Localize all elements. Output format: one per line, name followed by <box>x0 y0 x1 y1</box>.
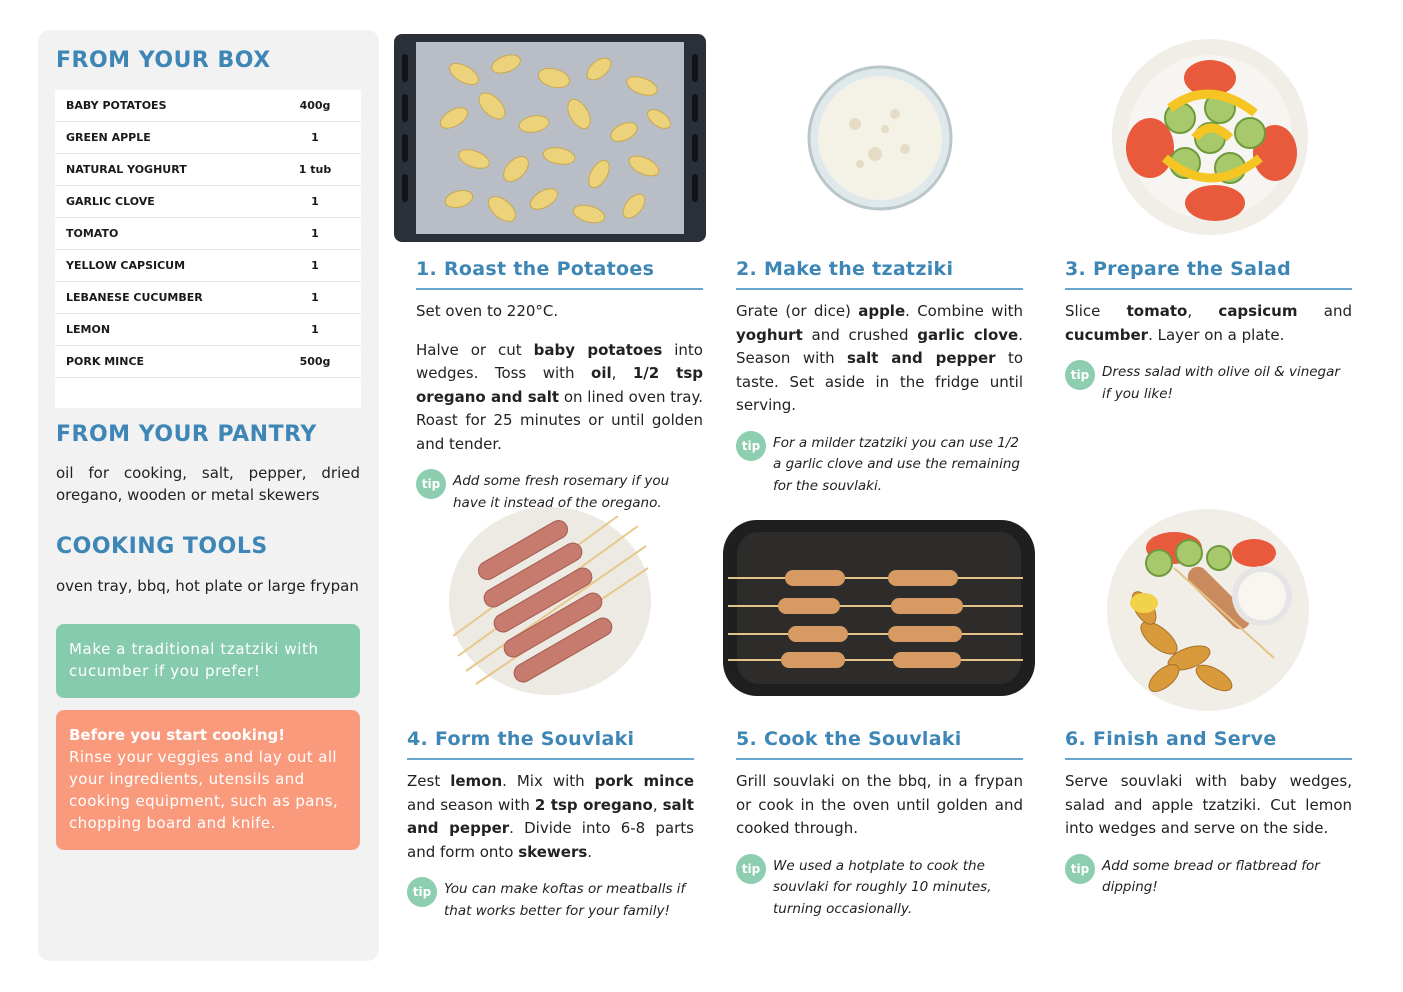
instruction-text: Grate (or dice) <box>736 302 859 320</box>
ingredient-name: BABY POTATOES <box>66 99 167 112</box>
ingredient-quantity: 1 <box>311 195 319 208</box>
instruction-text: Zest <box>407 772 451 790</box>
step-1-roast-potatoes <box>416 258 703 514</box>
step-paragraph <box>416 339 703 457</box>
ingredient-highlight: capsicum <box>1218 302 1298 320</box>
ingredient-row <box>55 154 361 186</box>
from-your-box-heading: FROM YOUR BOX <box>56 48 271 73</box>
tip <box>736 856 1023 921</box>
ingredient-name: LEBANESE CUCUMBER <box>66 291 203 304</box>
step-instructions <box>407 770 694 864</box>
instruction-text: and <box>1297 302 1352 320</box>
ingredient-row <box>55 314 361 346</box>
tip-text: Add some fresh rosemary if you have it instead of the oregano. <box>453 473 670 511</box>
step-instructions <box>736 300 1023 418</box>
step-paragraph <box>1065 770 1352 841</box>
ingredient-name: NATURAL YOGHURT <box>66 163 187 176</box>
instruction-text: to taste. Set aside in the fridge until serving. <box>736 349 1023 414</box>
from-your-pantry-heading: FROM YOUR PANTRY <box>56 422 317 447</box>
instruction-text: . Season with <box>736 325 1023 367</box>
instruction-text: Grill souvlaki on the bbq, in a frypan or cook in the oven until golden and cooked through. <box>736 772 1023 837</box>
instruction-text: and season with <box>407 795 535 814</box>
roast-potatoes-photo <box>394 34 706 242</box>
ingredient-quantity: 1 <box>311 323 319 336</box>
step-paragraph <box>1065 300 1352 347</box>
hotplate-photo <box>723 520 1035 696</box>
step-instructions <box>736 770 1023 841</box>
instruction-text: . Mix with <box>502 772 595 790</box>
instruction-text: Serve souvlaki with baby wedges, salad and apple tzatziki. Cut lemon into wedges and serve on the side. <box>1065 772 1352 837</box>
ingredient-highlight: yoghurt <box>736 325 803 344</box>
instruction-text: , <box>1187 302 1219 320</box>
ingredient-name: LEMON <box>66 323 111 336</box>
tip-badge-icon: tip <box>1065 854 1095 884</box>
ingredient-highlight: baby potatoes <box>533 340 663 359</box>
ingredient-name: GARLIC CLOVE <box>66 195 155 208</box>
ingredient-row <box>55 218 361 250</box>
tip-badge-icon: tip <box>407 877 437 907</box>
ingredient-name: TOMATO <box>66 227 119 240</box>
step-3-prepare-salad <box>1065 258 1352 405</box>
ingredient-row <box>55 122 361 154</box>
step-instructions <box>416 300 703 456</box>
tip <box>407 879 694 922</box>
ingredient-quantity: 1 <box>311 291 319 304</box>
instruction-text: and crushed <box>802 325 918 344</box>
cooking-tools-heading: COOKING TOOLS <box>56 534 268 559</box>
step-title: 2. Make the tzatziki <box>736 258 1023 290</box>
ingredients-table <box>55 90 361 408</box>
instruction-text: Slice <box>1065 302 1127 320</box>
tip-badge-icon: tip <box>736 854 766 884</box>
tip-text: Dress salad with olive oil & vinegar if you like! <box>1102 364 1340 402</box>
ingredient-row <box>55 282 361 314</box>
ingredient-highlight: skewers <box>518 842 588 861</box>
ingredient-quantity: 500g <box>299 355 331 368</box>
tip-text: For a milder tzatziki you can use 1/2 a garlic clove and use the remaining for the souvlaki. <box>773 434 1020 494</box>
tzatziki-note: Make a traditional tzatziki with cucumber if you prefer! <box>56 624 360 698</box>
pantry-text: oil for cooking, salt, pepper, dried oregano, wooden or metal skewers <box>56 464 360 504</box>
before-cooking-note <box>56 710 360 850</box>
tip <box>736 433 1023 498</box>
ingredient-highlight: salt and pepper <box>847 349 996 367</box>
ingredient-highlight: salt and pepper <box>407 795 694 837</box>
ingredient-highlight: apple <box>858 302 906 320</box>
instruction-text: Halve or cut <box>416 340 534 359</box>
ingredient-quantity: 1 <box>311 131 319 144</box>
step-5-cook-souvlaki <box>736 728 1023 920</box>
ingredient-row <box>55 250 361 282</box>
ingredient-quantity: 1 tub <box>298 163 332 176</box>
before-cooking-note-text: Rinse your veggies and lay out all your ingredients, utensils and cooking equipment, such as pans, chopping board and knife. <box>69 748 339 832</box>
tip-badge-icon: tip <box>736 431 766 461</box>
ingredient-name: PORK MINCE <box>66 355 145 368</box>
ingredient-highlight: garlic clove <box>917 325 1019 344</box>
tip-text: We used a hotplate to cook the souvlaki for roughly 10 minutes, turning occasionally. <box>773 857 992 917</box>
ingredient-row-empty <box>55 378 361 408</box>
tzatziki-bowl-photo <box>805 64 955 212</box>
instruction-text: . <box>587 842 593 861</box>
ingredient-row <box>55 346 361 378</box>
ingredient-quantity: 1 <box>311 259 319 272</box>
sidebar <box>38 30 379 961</box>
ingredient-highlight: pork mince <box>594 772 695 790</box>
tip-badge-icon: tip <box>1065 360 1095 390</box>
ingredient-quantity: 1 <box>311 227 319 240</box>
instruction-text: . Combine with <box>905 302 1023 320</box>
instruction-text: into wedges. Toss with <box>416 340 703 382</box>
ingredient-row <box>55 186 361 218</box>
tip-text: You can make koftas or meatballs if that works better for your family! <box>444 881 686 919</box>
ingredient-row <box>55 90 361 122</box>
tip <box>1065 856 1352 899</box>
salad-plate-photo <box>1110 38 1310 236</box>
tip-badge-icon: tip <box>416 469 446 499</box>
step-paragraph <box>736 770 1023 841</box>
step-title: 6. Finish and Serve <box>1065 728 1352 760</box>
ingredient-name: GREEN APPLE <box>66 131 151 144</box>
step-2-make-tzatziki <box>736 258 1023 497</box>
step-title: 4. Form the Souvlaki <box>407 728 694 760</box>
ingredient-highlight: lemon <box>450 772 503 790</box>
step-4-form-souvlaki <box>407 728 694 922</box>
ingredient-highlight: oil <box>591 364 612 382</box>
instruction-text: Set oven to 220°C. <box>416 302 559 320</box>
ingredient-highlight: cucumber <box>1065 325 1149 344</box>
cooking-tools-text: oven tray, bbq, hot plate or large frypan <box>56 577 359 595</box>
step-title: 3. Prepare the Salad <box>1065 258 1352 290</box>
raw-souvlaki-photo <box>448 506 652 696</box>
step-paragraph <box>416 300 703 324</box>
ingredient-quantity: 400g <box>299 99 331 112</box>
finished-plate-photo <box>1104 508 1312 712</box>
ingredient-name: YELLOW CAPSICUM <box>66 259 186 272</box>
ingredient-highlight: 2 tsp oregano <box>534 795 653 814</box>
step-title: 5. Cook the Souvlaki <box>736 728 1023 760</box>
step-title: 1. Roast the Potatoes <box>416 258 703 290</box>
instruction-text: on lined oven tray. Roast for 25 minutes or until golden and tender. <box>416 387 703 453</box>
ingredient-highlight: tomato <box>1126 302 1188 320</box>
instruction-text: , <box>652 795 663 814</box>
step-6-finish-and-serve <box>1065 728 1352 899</box>
step-paragraph <box>736 300 1023 418</box>
before-cooking-note-title: Before you start cooking! <box>69 726 286 744</box>
step-paragraph <box>407 770 694 864</box>
tip <box>1065 362 1352 405</box>
step-instructions <box>1065 770 1352 841</box>
tip <box>416 471 703 514</box>
instruction-text: , <box>611 364 633 382</box>
step-instructions <box>1065 300 1352 347</box>
ingredient-highlight: 1/2 tsp oregano and salt <box>416 364 703 406</box>
tip-text: Add some bread or flatbread for dipping! <box>1102 857 1320 895</box>
instruction-text: . Divide into 6-8 parts and form onto <box>407 819 694 861</box>
instruction-text: . Layer on a plate. <box>1148 325 1285 344</box>
